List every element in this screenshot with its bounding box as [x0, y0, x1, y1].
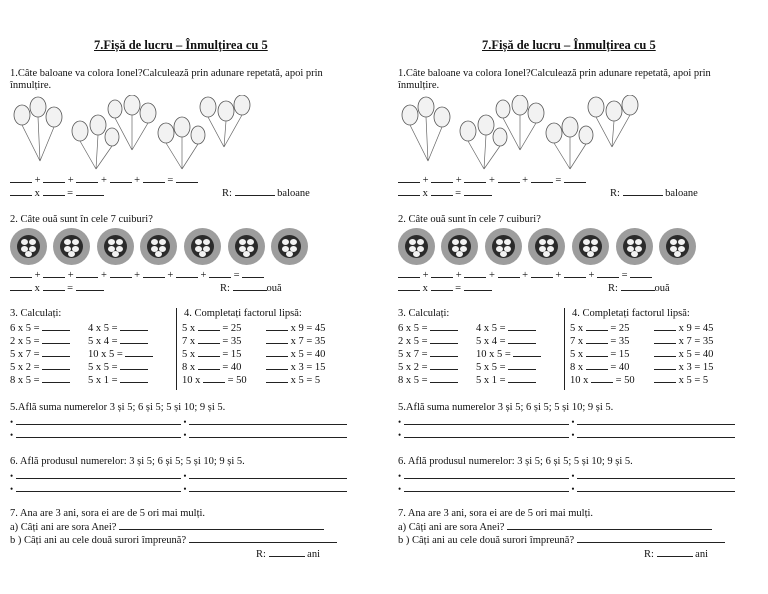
- q1-addition-row: + + + + =: [398, 173, 586, 187]
- q3-exercise: 5 x 2 =: [398, 360, 458, 373]
- q4-column-2: [654, 321, 713, 386]
- q1-multiplication-row: x =: [398, 186, 492, 200]
- q3-exercise: 4 x 5 =: [476, 321, 541, 334]
- answer-blank[interactable]: [431, 268, 453, 278]
- q2-text: 2. Câte ouă sunt în cele 7 cuiburi?: [10, 214, 153, 225]
- q3-exercise: 2 x 5 =: [398, 334, 458, 347]
- answer-blank[interactable]: [120, 334, 148, 344]
- answer-blank[interactable]: [621, 281, 655, 291]
- q2-addition-row: + + + + + + =: [10, 268, 264, 282]
- q1-multiplication-row: x =: [10, 186, 104, 200]
- answer-blank[interactable]: [431, 281, 453, 291]
- q7-text: 7. Ana are 3 ani, sora ei are de 5 ori mai mulți.: [10, 508, 206, 519]
- answer-blank[interactable]: [398, 186, 420, 196]
- q5-answer-lines-1: • •: [10, 415, 347, 429]
- answer-blank[interactable]: [508, 334, 536, 344]
- answer-blank[interactable]: [508, 321, 536, 331]
- q1-text-line1: 1.Câte baloane va colora Ionel?Calculează prin adunare repetată, apoi prin: [398, 68, 711, 79]
- nests-row: [10, 228, 320, 268]
- answer-line[interactable]: [577, 415, 735, 425]
- q4-column-1: [182, 321, 247, 386]
- answer-blank[interactable]: [42, 360, 70, 370]
- answer-blank[interactable]: [464, 268, 486, 278]
- answer-blank[interactable]: [398, 173, 420, 183]
- q5-text: 5.Află suma numerelor 3 și 5; 6 și 5; 5 și 10; 9 și 5.: [10, 402, 226, 413]
- answer-blank[interactable]: [198, 321, 220, 331]
- answer-blank[interactable]: [43, 173, 65, 183]
- nest-icon: [659, 228, 696, 265]
- answer-blank[interactable]: [266, 347, 288, 357]
- balloon-bunches-image: [10, 95, 255, 173]
- q4-exercise: x 7 = 35: [266, 334, 325, 347]
- q4-exercise: 8 x = 40: [182, 362, 242, 373]
- q3-column-1: [398, 321, 458, 386]
- answer-blank[interactable]: [42, 347, 70, 357]
- q3-exercise: 2 x 5 =: [10, 334, 70, 347]
- answer-blank[interactable]: [657, 547, 693, 557]
- q3-exercise: 5 x 7 =: [10, 347, 70, 360]
- answer-blank[interactable]: [120, 373, 148, 383]
- answer-blank[interactable]: [10, 173, 32, 183]
- answer-line[interactable]: [16, 469, 181, 479]
- answer-blank[interactable]: [42, 373, 70, 383]
- answer-blank[interactable]: [498, 173, 520, 183]
- answer-line[interactable]: [507, 520, 712, 530]
- answer-blank[interactable]: [43, 186, 65, 196]
- answer-blank[interactable]: [464, 173, 486, 183]
- answer-blank[interactable]: [430, 360, 458, 370]
- q4-exercise: x 5 = 5: [266, 373, 325, 386]
- nest-icon: [616, 228, 653, 265]
- q4-exercise: 5 x = 25: [570, 323, 630, 334]
- q4-exercise: 10 x = 50: [182, 375, 247, 386]
- answer-blank[interactable]: [508, 360, 536, 370]
- answer-blank[interactable]: [266, 360, 288, 370]
- balloons-icon: [10, 95, 255, 173]
- answer-blank[interactable]: [198, 347, 220, 357]
- q3-exercise: 10 x 5 =: [88, 347, 153, 360]
- q3-exercise: 5 x 5 =: [476, 360, 541, 373]
- divider: [176, 308, 177, 390]
- q3-exercise: 5 x 5 =: [88, 360, 153, 373]
- answer-blank[interactable]: [10, 281, 32, 291]
- q4-column-2: [266, 321, 325, 386]
- answer-blank[interactable]: [498, 268, 520, 278]
- answer-blank[interactable]: [242, 268, 264, 278]
- answer-blank[interactable]: [266, 334, 288, 344]
- q4-exercise: x 9 = 45: [266, 321, 325, 334]
- answer-blank[interactable]: [209, 268, 231, 278]
- answer-blank[interactable]: [431, 173, 453, 183]
- q7-part-a: a) Câți ani are sora Anei?: [398, 520, 712, 534]
- q4-title: 4. Completați factorul lipsă:: [184, 308, 302, 319]
- q1-addition-row: + + + + =: [10, 173, 198, 187]
- answer-line[interactable]: [404, 415, 569, 425]
- answer-blank[interactable]: [10, 268, 32, 278]
- q4-exercise: x 3 = 15: [654, 360, 713, 373]
- answer-blank[interactable]: [623, 186, 663, 196]
- q7-part-b: b ) Câți ani au cele două surori împreună?: [398, 533, 725, 547]
- balloons-icon: [398, 95, 643, 173]
- answer-blank[interactable]: [654, 373, 676, 383]
- nest-icon: [485, 228, 522, 265]
- divider: [564, 308, 565, 390]
- answer-line[interactable]: [404, 428, 569, 438]
- answer-blank[interactable]: [591, 373, 613, 383]
- q3-exercise: 5 x 4 =: [476, 334, 541, 347]
- q4-exercise: 5 x = 15: [570, 349, 630, 360]
- q1-text-line2: înmulțire.: [398, 80, 440, 91]
- q3-exercise: 5 x 1 =: [88, 373, 153, 386]
- answer-blank[interactable]: [464, 281, 492, 291]
- q2-multiplication-row: x =: [10, 281, 104, 295]
- q3-exercise: 5 x 1 =: [476, 373, 541, 386]
- q3-column-2: [476, 321, 541, 386]
- q1-text-line1: 1.Câte baloane va colora Ionel?Calculează prin adunare repetată, apoi prin: [10, 68, 323, 79]
- answer-blank[interactable]: [430, 373, 458, 383]
- q3-column-1: [10, 321, 70, 386]
- q6-text: 6. Află produsul numerelor: 3 și 5; 6 și 5; 5 și 10; 9 și 5.: [10, 456, 245, 467]
- answer-line[interactable]: [189, 469, 347, 479]
- answer-blank[interactable]: [43, 281, 65, 291]
- answer-blank[interactable]: [586, 360, 608, 370]
- q3-exercise: 6 x 5 =: [398, 321, 458, 334]
- q2-addition-row: + + + + + + =: [398, 268, 652, 282]
- answer-blank[interactable]: [76, 186, 104, 196]
- answer-blank[interactable]: [233, 281, 267, 291]
- q6-text: 6. Află produsul numerelor: 3 și 5; 6 și 5; 5 și 10; 9 și 5.: [398, 456, 633, 467]
- q3-column-2: [88, 321, 153, 386]
- q4-exercise: 5 x = 25: [182, 323, 242, 334]
- answer-blank[interactable]: [630, 268, 652, 278]
- answer-blank[interactable]: [398, 268, 420, 278]
- answer-blank[interactable]: [597, 268, 619, 278]
- answer-blank[interactable]: [654, 360, 676, 370]
- q2-answer: R: ouă: [608, 283, 670, 294]
- answer-line[interactable]: [577, 469, 735, 479]
- answer-blank[interactable]: [42, 334, 70, 344]
- q6-answer-lines-2: • •: [398, 482, 735, 496]
- nest-icon: [228, 228, 265, 265]
- answer-line[interactable]: [119, 520, 324, 530]
- q4-exercise: 5 x = 15: [182, 349, 242, 360]
- answer-blank[interactable]: [120, 360, 148, 370]
- q3-exercise: 5 x 4 =: [88, 334, 153, 347]
- q2-text: 2. Câte ouă sunt în cele 7 cuiburi?: [398, 214, 541, 225]
- answer-blank[interactable]: [198, 334, 220, 344]
- worksheet-left: [8, 0, 392, 594]
- nest-icon: [441, 228, 478, 265]
- nests-row: [398, 228, 708, 268]
- answer-line[interactable]: [404, 482, 569, 492]
- q7-text: 7. Ana are 3 ani, sora ei are de 5 ori mai mulți.: [398, 508, 594, 519]
- answer-blank[interactable]: [266, 373, 288, 383]
- q3-exercise: 8 x 5 =: [398, 373, 458, 386]
- q3-title: 3. Calculați:: [10, 308, 62, 319]
- q2-answer: R: ouă: [220, 283, 282, 294]
- nest-icon: [97, 228, 134, 265]
- answer-line[interactable]: [189, 428, 347, 438]
- nest-icon: [528, 228, 565, 265]
- answer-blank[interactable]: [43, 268, 65, 278]
- answer-blank[interactable]: [76, 173, 98, 183]
- answer-blank[interactable]: [176, 173, 198, 183]
- answer-blank[interactable]: [76, 268, 98, 278]
- q3-exercise: 8 x 5 =: [10, 373, 70, 386]
- q4-exercise: 8 x = 40: [570, 362, 630, 373]
- q3-exercise: 5 x 2 =: [10, 360, 70, 373]
- answer-blank[interactable]: [176, 268, 198, 278]
- q2-multiplication-row: x =: [398, 281, 492, 295]
- q4-exercise: x 9 = 45: [654, 321, 713, 334]
- answer-blank[interactable]: [10, 186, 32, 196]
- q6-answer-lines-1: • •: [10, 469, 347, 483]
- q4-exercise: 10 x = 50: [570, 375, 635, 386]
- answer-blank[interactable]: [110, 268, 132, 278]
- q4-column-1: [570, 321, 635, 386]
- answer-blank[interactable]: [110, 173, 132, 183]
- q5-answer-lines-2: • •: [398, 428, 735, 442]
- q4-exercise: x 3 = 15: [266, 360, 325, 373]
- answer-blank[interactable]: [464, 186, 492, 196]
- answer-blank[interactable]: [125, 347, 153, 357]
- answer-blank[interactable]: [564, 173, 586, 183]
- q7-part-b: b ) Câți ani au cele două surori împreună?: [10, 533, 337, 547]
- q3-exercise: 6 x 5 =: [10, 321, 70, 334]
- q7-answer: R: ani: [256, 549, 320, 560]
- answer-blank[interactable]: [531, 173, 553, 183]
- answer-blank[interactable]: [430, 321, 458, 331]
- worksheet-title: 7.Fișă de lucru – Înmulțirea cu 5: [482, 38, 656, 52]
- q7-part-a: a) Câți ani are sora Anei?: [10, 520, 324, 534]
- q7-answer: R: ani: [644, 549, 708, 560]
- q5-answer-lines-2: • •: [10, 428, 347, 442]
- answer-blank[interactable]: [508, 373, 536, 383]
- answer-blank[interactable]: [586, 321, 608, 331]
- q1-answer: R: baloane: [610, 188, 698, 199]
- answer-blank[interactable]: [42, 321, 70, 331]
- answer-line[interactable]: [189, 482, 347, 492]
- q4-exercise: x 7 = 35: [654, 334, 713, 347]
- answer-blank[interactable]: [120, 321, 148, 331]
- answer-line[interactable]: [577, 428, 735, 438]
- q4-exercise: x 5 = 40: [266, 347, 325, 360]
- worksheet-right: [396, 0, 768, 594]
- answer-blank[interactable]: [398, 281, 420, 291]
- nest-icon: [140, 228, 177, 265]
- answer-blank[interactable]: [235, 186, 275, 196]
- nest-icon: [398, 228, 435, 265]
- nest-icon: [271, 228, 308, 265]
- answer-blank[interactable]: [564, 268, 586, 278]
- q4-title: 4. Completați factorul lipsă:: [572, 308, 690, 319]
- answer-blank[interactable]: [431, 186, 453, 196]
- answer-blank[interactable]: [143, 268, 165, 278]
- q1-text-line2: înmulțire.: [10, 80, 52, 91]
- answer-blank[interactable]: [654, 321, 676, 331]
- q4-exercise: x 5 = 40: [654, 347, 713, 360]
- answer-blank[interactable]: [654, 347, 676, 357]
- answer-blank[interactable]: [513, 347, 541, 357]
- q4-exercise: 7 x = 35: [182, 336, 242, 347]
- answer-blank[interactable]: [531, 268, 553, 278]
- answer-blank[interactable]: [654, 334, 676, 344]
- nest-icon: [53, 228, 90, 265]
- answer-line[interactable]: [16, 482, 181, 492]
- answer-blank[interactable]: [430, 347, 458, 357]
- answer-line[interactable]: [16, 428, 181, 438]
- answer-blank[interactable]: [430, 334, 458, 344]
- answer-blank[interactable]: [76, 281, 104, 291]
- answer-blank[interactable]: [586, 347, 608, 357]
- q3-exercise: 4 x 5 =: [88, 321, 153, 334]
- q3-exercise: 10 x 5 =: [476, 347, 541, 360]
- q3-title: 3. Calculați:: [398, 308, 450, 319]
- nest-icon: [10, 228, 47, 265]
- answer-blank[interactable]: [203, 373, 225, 383]
- answer-line[interactable]: [577, 482, 735, 492]
- answer-blank[interactable]: [198, 360, 220, 370]
- answer-blank[interactable]: [269, 547, 305, 557]
- answer-blank[interactable]: [266, 321, 288, 331]
- worksheet-title: 7.Fișă de lucru – Înmulțirea cu 5: [94, 38, 268, 52]
- balloon-bunches-image: [398, 95, 643, 173]
- q4-exercise: x 5 = 5: [654, 373, 713, 386]
- answer-line[interactable]: [189, 415, 347, 425]
- answer-line[interactable]: [404, 469, 569, 479]
- q6-answer-lines-2: • •: [10, 482, 347, 496]
- answer-line[interactable]: [189, 533, 337, 543]
- q1-answer: R: baloane: [222, 188, 310, 199]
- answer-blank[interactable]: [586, 334, 608, 344]
- answer-blank[interactable]: [143, 173, 165, 183]
- q3-exercise: 5 x 7 =: [398, 347, 458, 360]
- q4-exercise: 7 x = 35: [570, 336, 630, 347]
- nest-icon: [572, 228, 609, 265]
- answer-line[interactable]: [577, 533, 725, 543]
- q6-answer-lines-1: • •: [398, 469, 735, 483]
- nest-icon: [184, 228, 221, 265]
- q5-answer-lines-1: • •: [398, 415, 735, 429]
- answer-line[interactable]: [16, 415, 181, 425]
- q5-text: 5.Află suma numerelor 3 și 5; 6 și 5; 5 și 10; 9 și 5.: [398, 402, 614, 413]
